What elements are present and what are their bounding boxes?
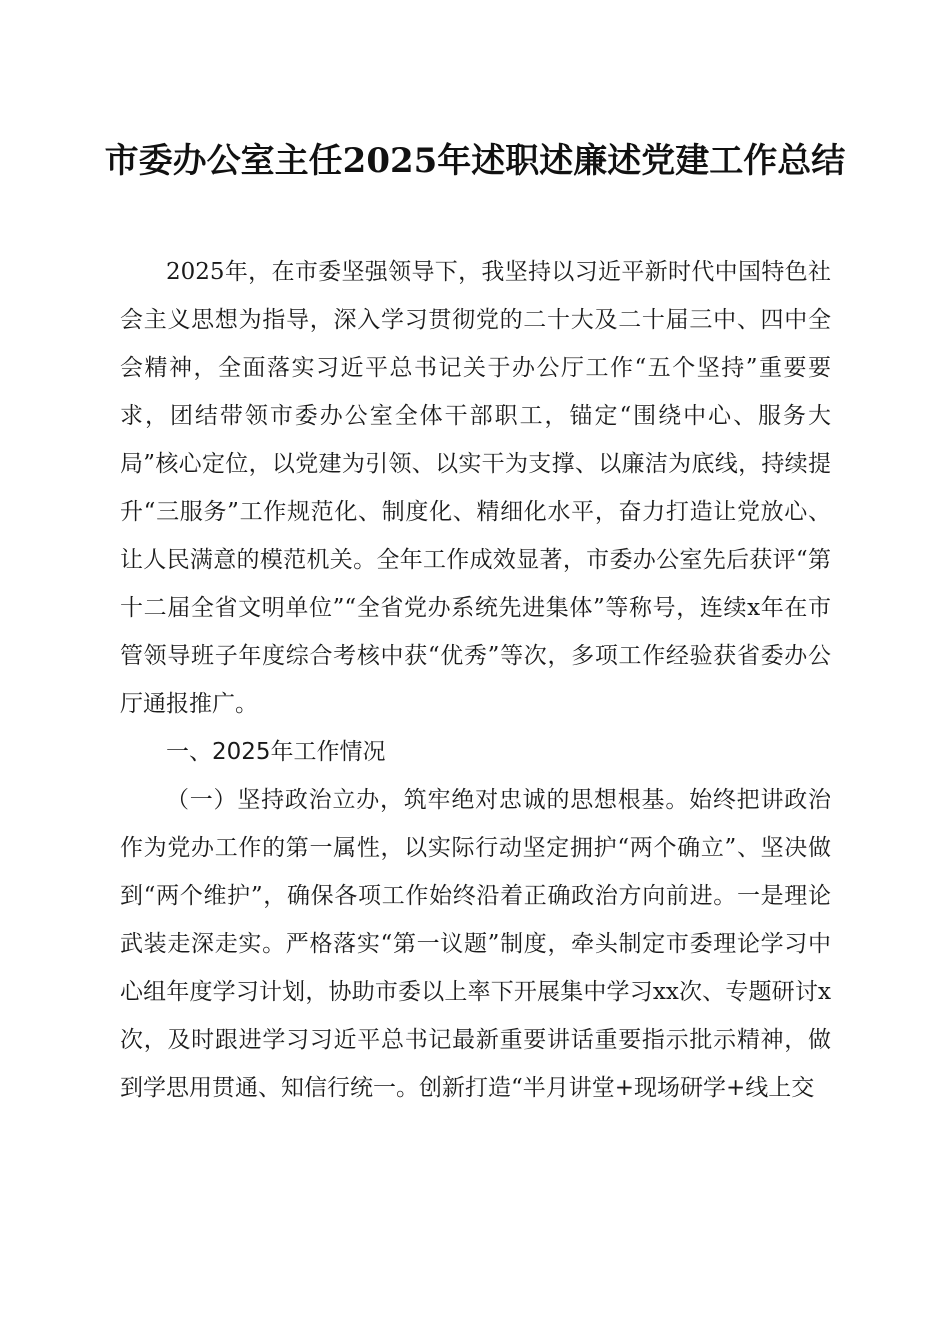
section-heading-work-status: 一、2025年工作情况	[166, 739, 386, 765]
document-title: 市委办公室主任2025年述职述廉述党建工作总结	[104, 141, 846, 181]
document-body	[120, 248, 831, 1112]
intro-paragraph: 2025年，在市委坚强领导下，我坚持以习近平新时代中国特色社会主义思想为指导，深入学习贯彻党的二十大及二十届三中、四中全会精神，全面落实习近平总书记关于办公厅工作“五个坚持”重要要求，团结带领市委办公室全体干部职工，锚定“围绕中心、服务大局”核心定位，以党建为引领、以实干为支撑、以廉洁为底线，持续提升“三服务”工作规范化、制度化、精细化水平，奋力打造让党放心、让人民满意的模范机关。全年工作成效显著，市委办公室先后获评“第十二届全省文明单位”“全省党办系统先进集体”等称号，连续x年在市管领导班子年度综合考核中获“优秀”等次，多项工作经验获省委办公厅通报推广。	[120, 259, 831, 717]
section-paragraph-political: （一）坚持政治立办，筑牢绝对忠诚的思想根基。始终把讲政治作为党办工作的第一属性，以实际行动坚定拥护“两个确立”、坚决做到“两个维护”，确保各项工作始终沿着正确政治方向前进。一是理论武装走深走实。严格落实“第一议题”制度，牵头制定市委理论学习中心组年度学习计划，协助市委以上率下开展集中学习xx次、专题研讨x次，及时跟进学习习近平总书记最新重要讲话重要指示批示精神，做到学思用贯通、知信行统一。创新打造“半月讲堂+现场研学+线上交	[120, 787, 831, 1101]
